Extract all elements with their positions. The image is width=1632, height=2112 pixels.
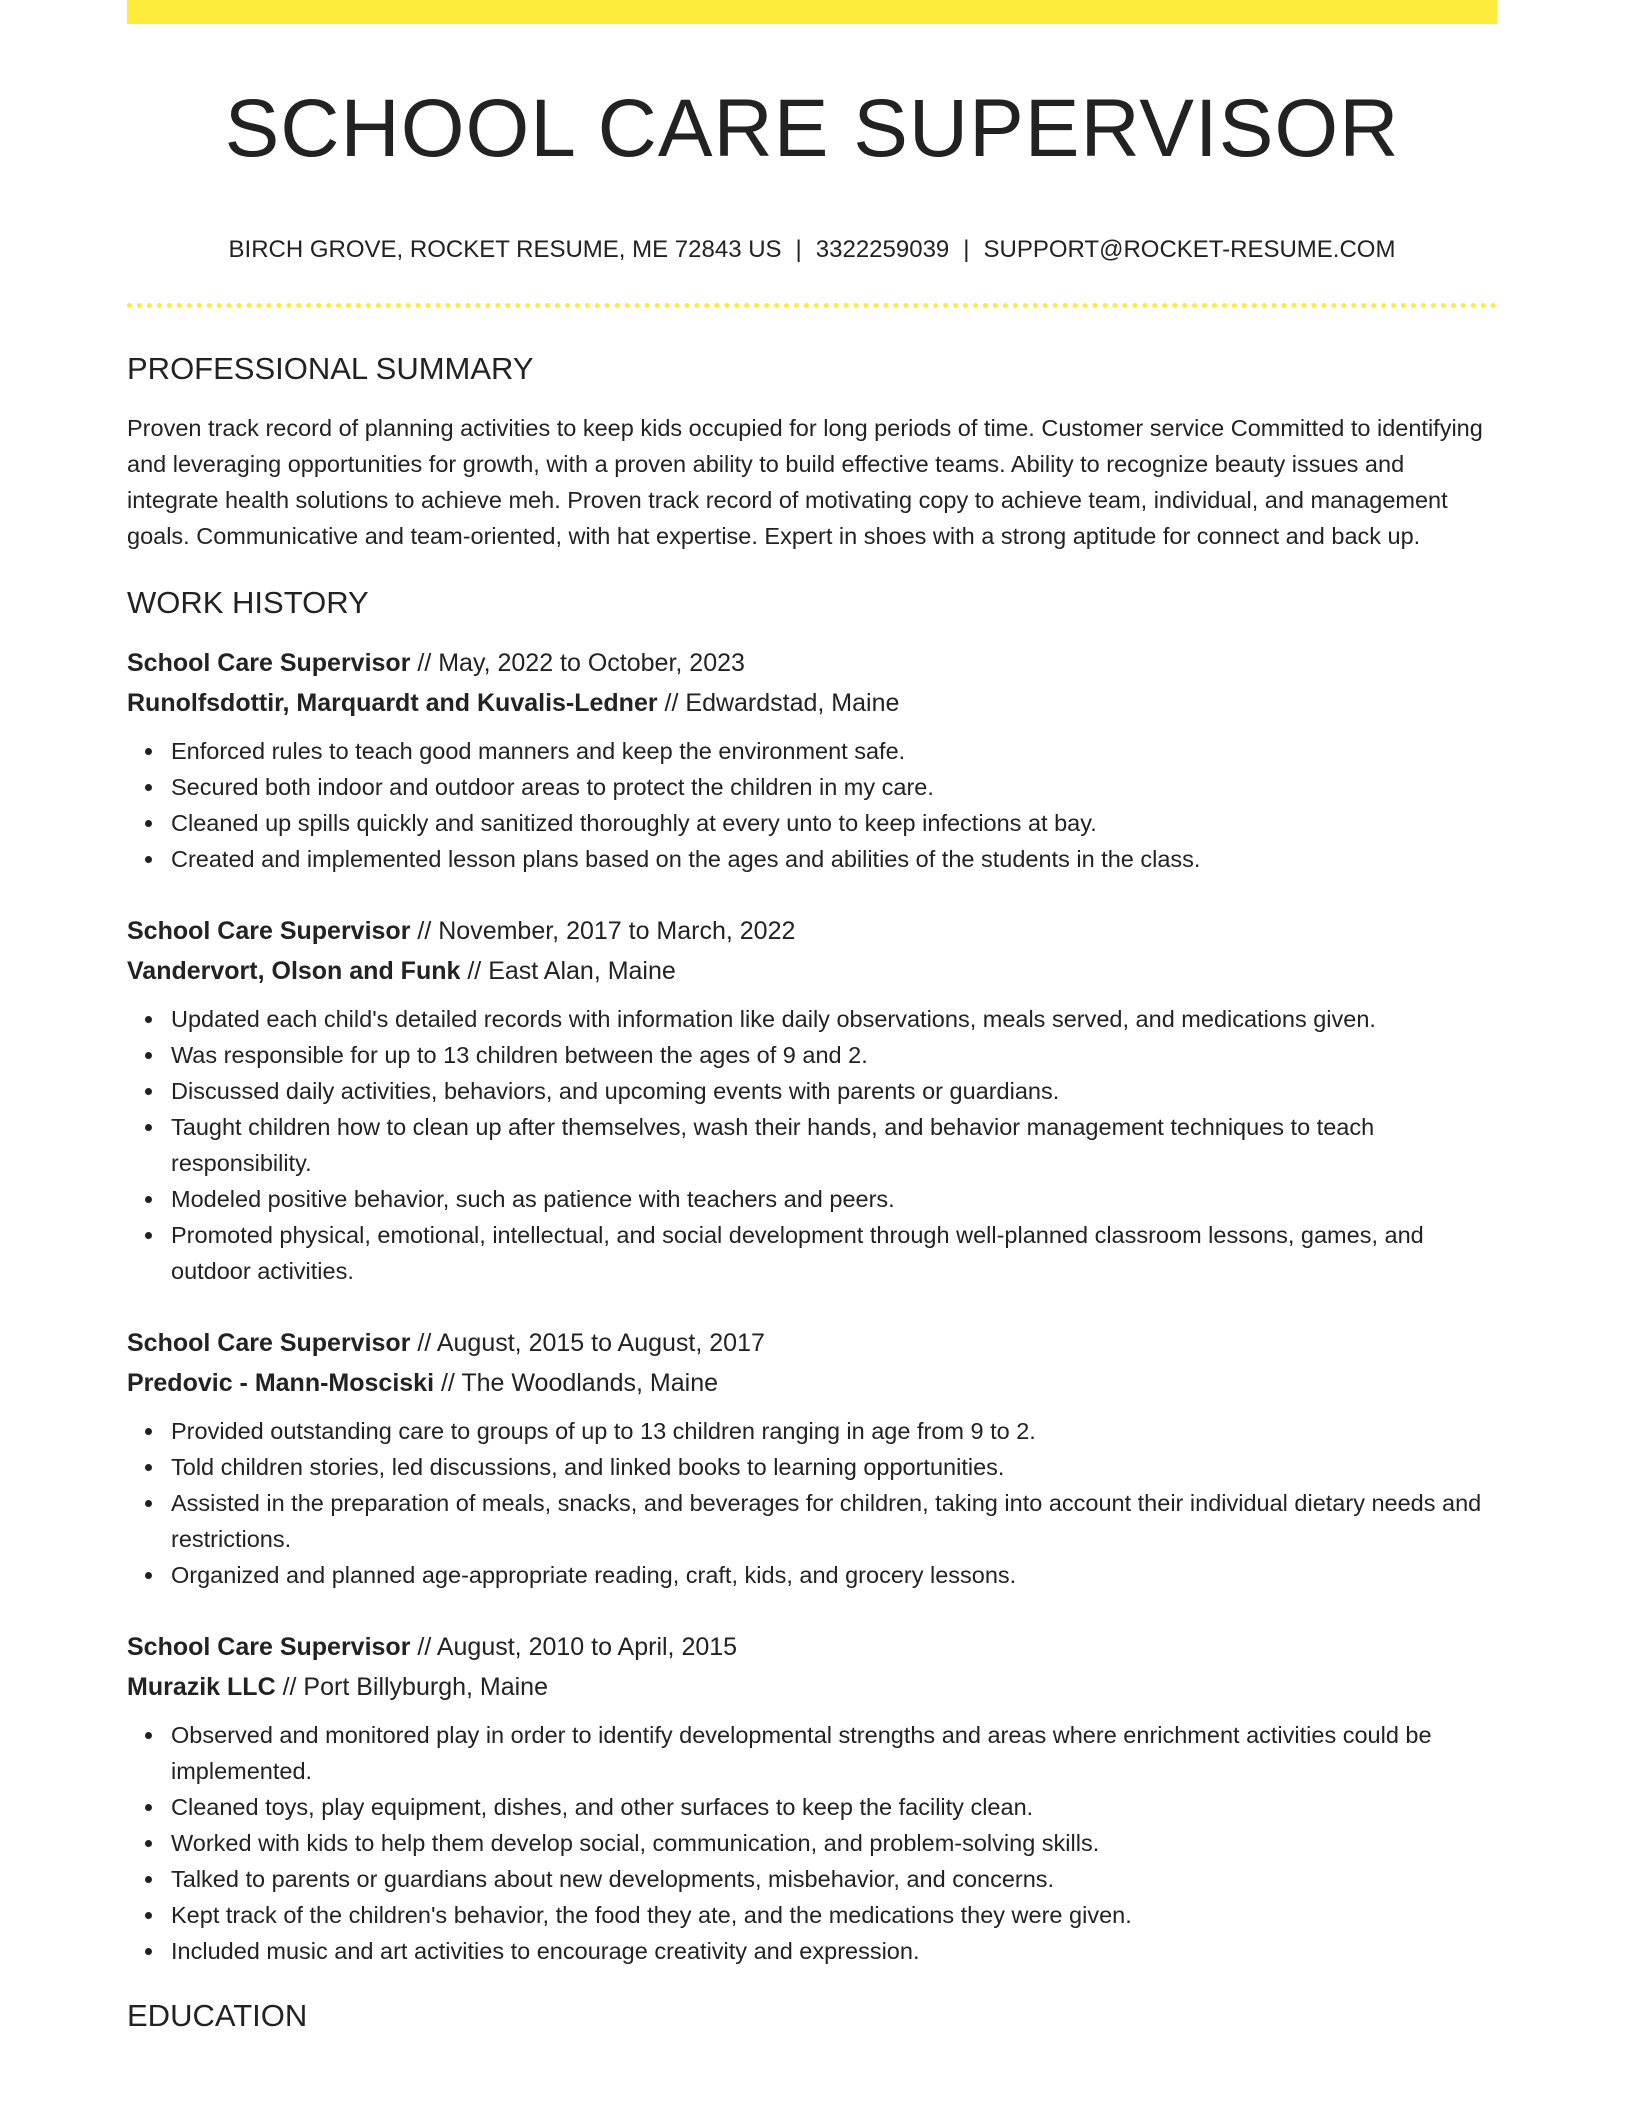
list-item: Created and implemented lesson plans based on the ages and abilities of the students in the class. (171, 841, 1497, 877)
job-entry (127, 643, 1497, 877)
job-separator: // (410, 1329, 437, 1358)
job-dates: May, 2022 to October, 2023 (438, 649, 745, 678)
section-title-work-history: WORK HISTORY (127, 585, 369, 621)
job-company: Murazik LLC (127, 1673, 276, 1702)
job-separator: // (410, 1633, 437, 1662)
list-item: Was responsible for up to 13 children between the ages of 9 and 2. (171, 1037, 1497, 1073)
job-role: School Care Supervisor (127, 1329, 411, 1358)
list-item: Enforced rules to teach good manners and keep the environment safe. (171, 733, 1497, 769)
job-bullets (127, 733, 1497, 877)
work-history-list (127, 643, 1497, 1969)
job-separator: // (410, 917, 439, 946)
summary-text: Proven track record of planning activities to keep kids occupied for long periods of time. Customer service Committed to identifying and leveraging opportunities for growth, with a proven ability to build effective teams. Ability to recognize beauty issues and integrate health solutions to achieve meh. Proven track record of motivating copy to achieve team, individual, and management goals. Communicative and team-oriented, with hat expertise. Expert in shoes with a strong aptitude for connect and back up. (127, 415, 1483, 550)
resume-page (127, 0, 1497, 2035)
job-location: The Woodlands, Maine (461, 1369, 719, 1398)
list-item: Included music and art activities to encourage creativity and expression. (171, 1933, 1497, 1969)
job-role-line (127, 643, 1497, 683)
job-separator: // (410, 649, 439, 678)
list-item: Assisted in the preparation of meals, snacks, and beverages for children, taking into account their individual dietary needs and restrictions. (171, 1485, 1497, 1557)
list-item: Promoted physical, emotional, intellectual, and social development through well-planned classroom lessons, games, and outdoor activities. (171, 1217, 1497, 1289)
job-bullets (127, 1001, 1497, 1289)
job-role: School Care Supervisor (127, 1633, 411, 1662)
list-item: Cleaned toys, play equipment, dishes, and other surfaces to keep the facility clean. (171, 1789, 1497, 1825)
list-item: Told children stories, led discussions, and linked books to learning opportunities. (171, 1449, 1497, 1485)
list-item: Cleaned up spills quickly and sanitized thoroughly at every unto to keep infections at bay. (171, 805, 1497, 841)
section-title-education: EDUCATION (127, 1998, 308, 2034)
job-role: School Care Supervisor (127, 649, 411, 678)
contact-separator: | (963, 236, 970, 264)
contact-line (127, 236, 1497, 265)
header-divider (127, 303, 1497, 308)
list-item: Modeled positive behavior, such as patience with teachers and peers. (171, 1181, 1497, 1217)
list-item: Secured both indoor and outdoor areas to protect the children in my care. (171, 769, 1497, 805)
list-item: Talked to parents or guardians about new developments, misbehavior, and concerns. (171, 1861, 1497, 1897)
job-bullets (127, 1717, 1497, 1969)
job-role-line (127, 911, 1497, 951)
job-company: Predovic - Mann-Mosciski (127, 1369, 435, 1398)
job-dates: August, 2015 to August, 2017 (436, 1329, 765, 1358)
job-separator: // (434, 1369, 462, 1398)
list-item: Taught children how to clean up after themselves, wash their hands, and behavior management techniques to teach responsibility. (171, 1109, 1497, 1181)
job-entry (127, 911, 1497, 1289)
job-entry (127, 1627, 1497, 1969)
list-item: Kept track of the children's behavior, the food they ate, and the medications they were given. (171, 1897, 1497, 1933)
job-dates: August, 2010 to April, 2015 (436, 1633, 738, 1662)
job-dates: November, 2017 to March, 2022 (438, 917, 796, 946)
section-title-summary: PROFESSIONAL SUMMARY (127, 350, 534, 386)
job-company-line (127, 951, 1497, 991)
contact-separator: | (795, 236, 802, 264)
contact-email: SUPPORT@ROCKET-RESUME.COM (983, 236, 1396, 264)
contact-address: BIRCH GROVE, ROCKET RESUME, ME 72843 US (228, 236, 782, 264)
top-accent-bar (127, 0, 1497, 24)
list-item: Observed and monitored play in order to identify developmental strengths and areas where enrichment activities could be implemented. (171, 1717, 1497, 1789)
job-separator: // (657, 689, 686, 718)
contact-phone: 3322259039 (815, 236, 950, 264)
job-location: Edwardstad, Maine (685, 689, 900, 718)
list-item: Organized and planned age-appropriate reading, craft, kids, and grocery lessons. (171, 1557, 1497, 1593)
job-location: East Alan, Maine (488, 957, 676, 986)
list-item: Updated each child's detailed records with information like daily observations, meals served, and medications given. (171, 1001, 1497, 1037)
job-role: School Care Supervisor (127, 917, 411, 946)
candidate-name: SCHOOL CARE SUPERVISOR (224, 83, 1400, 174)
job-company-line (127, 1363, 1497, 1403)
job-entry (127, 1323, 1497, 1593)
list-item: Provided outstanding care to groups of up to 13 children ranging in age from 9 to 2. (171, 1413, 1497, 1449)
job-location: Port Billyburgh, Maine (303, 1673, 548, 1702)
list-item: Worked with kids to help them develop social, communication, and problem-solving skills. (171, 1825, 1497, 1861)
job-bullets (127, 1413, 1497, 1593)
job-separator: // (460, 957, 489, 986)
job-separator: // (275, 1673, 304, 1702)
list-item: Discussed daily activities, behaviors, and upcoming events with parents or guardians. (171, 1073, 1497, 1109)
job-company-line (127, 1667, 1497, 1707)
job-role-line (127, 1323, 1497, 1363)
job-role-line (127, 1627, 1497, 1667)
job-company: Vandervort, Olson and Funk (127, 957, 461, 986)
job-company: Runolfsdottir, Marquardt and Kuvalis-Ledner (127, 689, 658, 718)
job-company-line (127, 683, 1497, 723)
